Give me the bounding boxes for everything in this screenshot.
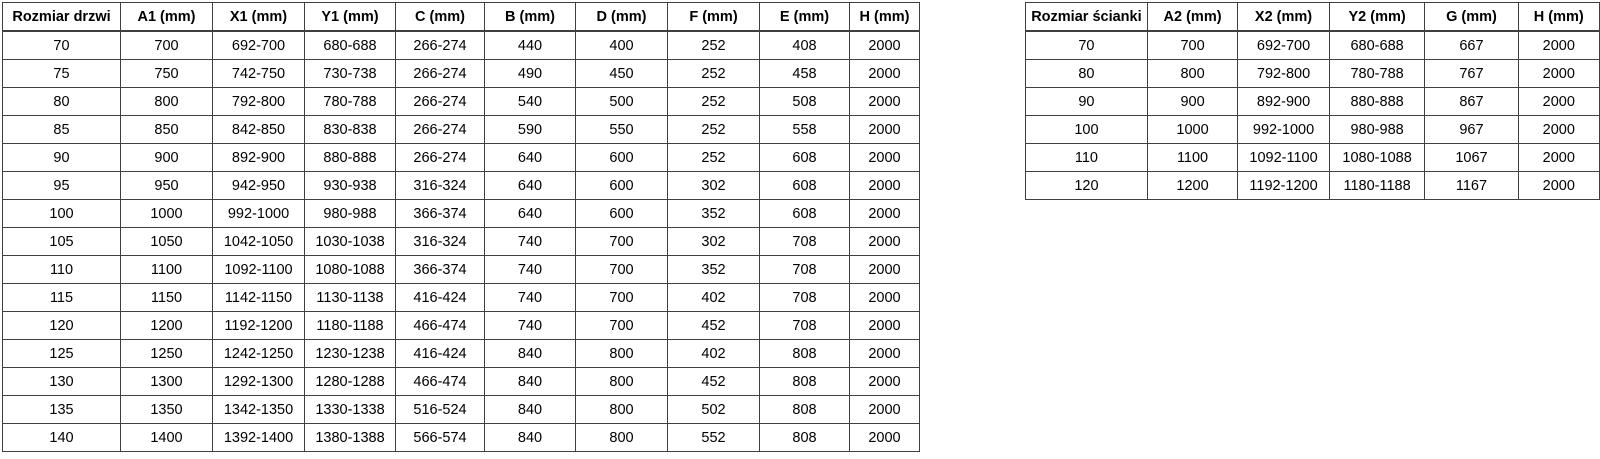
table-cell: 252 [668, 60, 760, 88]
table-cell: 1292-1300 [213, 368, 305, 396]
table-cell: 800 [121, 88, 213, 116]
table-cell: 266-274 [396, 31, 485, 60]
table-cell: 2000 [850, 340, 920, 368]
table-cell: 808 [760, 340, 850, 368]
table-cell: 90 [1026, 88, 1148, 116]
table-cell: 1092-1100 [213, 256, 305, 284]
table-cell: 1180-1188 [1329, 172, 1425, 200]
table-cell: 80 [3, 88, 121, 116]
table-cell: 1400 [121, 424, 213, 452]
table-cell: 700 [576, 256, 668, 284]
table-cell: 980-988 [1329, 116, 1425, 144]
table-cell: 992-1000 [213, 200, 305, 228]
table-cell: 800 [576, 340, 668, 368]
header-row [1026, 3, 1600, 32]
table-cell: 880-888 [305, 144, 396, 172]
table-cell: 830-838 [305, 116, 396, 144]
table-cell: 95 [3, 172, 121, 200]
table-cell: 1080-1088 [305, 256, 396, 284]
table-row [3, 144, 920, 172]
table-cell: 740 [485, 284, 576, 312]
table-cell: 2000 [850, 172, 920, 200]
table-cell: 1092-1100 [1238, 144, 1330, 172]
table-cell: 466-474 [396, 368, 485, 396]
column-header: F (mm) [668, 3, 760, 32]
table-row [1026, 88, 1600, 116]
table-cell: 800 [576, 368, 668, 396]
table-cell: 2000 [850, 256, 920, 284]
table-cell: 70 [1026, 31, 1148, 60]
table-cell: 1030-1038 [305, 228, 396, 256]
doors-dimensions-table [2, 2, 920, 452]
table-cell: 608 [760, 200, 850, 228]
table-cell: 1300 [121, 368, 213, 396]
table-row [3, 31, 920, 60]
table-cell: 266-274 [396, 116, 485, 144]
table-cell: 2000 [1518, 88, 1599, 116]
table-cell: 740 [485, 256, 576, 284]
table-cell: 767 [1425, 60, 1518, 88]
table-cell: 800 [1147, 60, 1237, 88]
table-cell: 2000 [850, 144, 920, 172]
table-row [1026, 31, 1600, 60]
table-cell: 2000 [1518, 60, 1599, 88]
table-cell: 1250 [121, 340, 213, 368]
table-cell: 608 [760, 144, 850, 172]
table-cell: 458 [760, 60, 850, 88]
table-cell: 302 [668, 228, 760, 256]
table-cell: 508 [760, 88, 850, 116]
table-cell: 700 [1147, 31, 1237, 60]
table-cell: 700 [576, 312, 668, 340]
table-cell: 1130-1138 [305, 284, 396, 312]
table-cell: 450 [576, 60, 668, 88]
table-cell: 316-324 [396, 228, 485, 256]
table-row [3, 284, 920, 312]
column-header: A2 (mm) [1147, 3, 1237, 32]
table-cell: 950 [121, 172, 213, 200]
table-cell: 110 [1026, 144, 1148, 172]
table-cell: 692-700 [213, 31, 305, 60]
table-cell: 366-374 [396, 200, 485, 228]
table-cell: 608 [760, 172, 850, 200]
table-cell: 1192-1200 [213, 312, 305, 340]
table-cell: 1192-1200 [1238, 172, 1330, 200]
table-cell: 2000 [1518, 172, 1599, 200]
table-row [3, 228, 920, 256]
table-cell: 740 [485, 312, 576, 340]
table-cell: 516-524 [396, 396, 485, 424]
table-cell: 700 [121, 31, 213, 60]
table-cell: 840 [485, 396, 576, 424]
table-row [1026, 144, 1600, 172]
table-cell: 85 [3, 116, 121, 144]
table-cell: 1350 [121, 396, 213, 424]
table-cell: 1200 [1147, 172, 1237, 200]
table-cell: 808 [760, 368, 850, 396]
table-cell: 780-788 [1329, 60, 1425, 88]
table-cell: 667 [1425, 31, 1518, 60]
table-cell: 1380-1388 [305, 424, 396, 452]
column-header: Rozmiar ścianki [1026, 3, 1148, 32]
table-cell: 1100 [1147, 144, 1237, 172]
table-cell: 640 [485, 172, 576, 200]
table-cell: 452 [668, 312, 760, 340]
table-cell: 75 [3, 60, 121, 88]
table-cell: 558 [760, 116, 850, 144]
table-cell: 80 [1026, 60, 1148, 88]
table-row [1026, 116, 1600, 144]
header-row [3, 3, 920, 32]
table-cell: 120 [3, 312, 121, 340]
table-cell: 792-800 [213, 88, 305, 116]
table-cell: 867 [1425, 88, 1518, 116]
table-cell: 2000 [1518, 144, 1599, 172]
table-cell: 140 [3, 424, 121, 452]
table-row [3, 172, 920, 200]
table-cell: 70 [3, 31, 121, 60]
table-cell: 490 [485, 60, 576, 88]
table-cell: 550 [576, 116, 668, 144]
table-cell: 808 [760, 396, 850, 424]
column-header: Y1 (mm) [305, 3, 396, 32]
table-cell: 1242-1250 [213, 340, 305, 368]
table-row [3, 256, 920, 284]
table-cell: 800 [576, 424, 668, 452]
table-cell: 900 [1147, 88, 1237, 116]
table-cell: 640 [485, 200, 576, 228]
table-cell: 252 [668, 88, 760, 116]
table-cell: 416-424 [396, 340, 485, 368]
table-cell: 2000 [850, 116, 920, 144]
table-cell: 708 [760, 228, 850, 256]
table-cell: 1080-1088 [1329, 144, 1425, 172]
table-cell: 1142-1150 [213, 284, 305, 312]
column-header: X1 (mm) [213, 3, 305, 32]
table-cell: 2000 [850, 31, 920, 60]
table-cell: 2000 [850, 396, 920, 424]
table-cell: 302 [668, 172, 760, 200]
table-cell: 2000 [850, 228, 920, 256]
table-cell: 742-750 [213, 60, 305, 88]
table-cell: 680-688 [305, 31, 396, 60]
column-header: C (mm) [396, 3, 485, 32]
table-cell: 850 [121, 116, 213, 144]
table-cell: 502 [668, 396, 760, 424]
table-cell: 700 [576, 284, 668, 312]
column-header: Rozmiar drzwi [3, 3, 121, 32]
table-cell: 105 [3, 228, 121, 256]
table-cell: 792-800 [1238, 60, 1330, 88]
table-cell: 780-788 [305, 88, 396, 116]
column-header: B (mm) [485, 3, 576, 32]
table-cell: 1000 [1147, 116, 1237, 144]
table-cell: 1042-1050 [213, 228, 305, 256]
table-cell: 2000 [850, 368, 920, 396]
table-cell: 840 [485, 340, 576, 368]
table-cell: 2000 [850, 284, 920, 312]
table-cell: 1392-1400 [213, 424, 305, 452]
table-cell: 880-888 [1329, 88, 1425, 116]
table-cell: 402 [668, 340, 760, 368]
column-header: H (mm) [850, 3, 920, 32]
table-cell: 352 [668, 200, 760, 228]
table-row [3, 340, 920, 368]
table-cell: 552 [668, 424, 760, 452]
table-cell: 125 [3, 340, 121, 368]
table-cell: 692-700 [1238, 31, 1330, 60]
table-cell: 1330-1338 [305, 396, 396, 424]
table-cell: 800 [576, 396, 668, 424]
table-cell: 1067 [1425, 144, 1518, 172]
table-cell: 808 [760, 424, 850, 452]
table-cell: 600 [576, 200, 668, 228]
column-header: G (mm) [1425, 3, 1518, 32]
table-cell: 942-950 [213, 172, 305, 200]
table-cell: 842-850 [213, 116, 305, 144]
table-row [1026, 60, 1600, 88]
table-cell: 2000 [850, 60, 920, 88]
table-cell: 1200 [121, 312, 213, 340]
table-cell: 352 [668, 256, 760, 284]
table-cell: 252 [668, 31, 760, 60]
table-cell: 992-1000 [1238, 116, 1330, 144]
table-cell: 440 [485, 31, 576, 60]
table-cell: 1100 [121, 256, 213, 284]
table-cell: 266-274 [396, 144, 485, 172]
table-row [3, 116, 920, 144]
table-cell: 316-324 [396, 172, 485, 200]
table-cell: 1280-1288 [305, 368, 396, 396]
table-cell: 266-274 [396, 60, 485, 88]
table-cell: 730-738 [305, 60, 396, 88]
table-cell: 1180-1188 [305, 312, 396, 340]
table-cell: 840 [485, 424, 576, 452]
table-row [3, 368, 920, 396]
table-cell: 892-900 [1238, 88, 1330, 116]
table-cell: 2000 [1518, 116, 1599, 144]
table-cell: 840 [485, 368, 576, 396]
table-cell: 930-938 [305, 172, 396, 200]
table-cell: 892-900 [213, 144, 305, 172]
table-cell: 130 [3, 368, 121, 396]
table-cell: 700 [576, 228, 668, 256]
table-cell: 408 [760, 31, 850, 60]
table-cell: 2000 [850, 424, 920, 452]
table-cell: 708 [760, 284, 850, 312]
table-cell: 266-274 [396, 88, 485, 116]
column-header: Y2 (mm) [1329, 3, 1425, 32]
table-cell: 135 [3, 396, 121, 424]
table-cell: 1167 [1425, 172, 1518, 200]
table-cell: 1342-1350 [213, 396, 305, 424]
table-cell: 1150 [121, 284, 213, 312]
table-cell: 566-574 [396, 424, 485, 452]
table-cell: 115 [3, 284, 121, 312]
table-cell: 402 [668, 284, 760, 312]
table-cell: 416-424 [396, 284, 485, 312]
table-cell: 120 [1026, 172, 1148, 200]
table-cell: 252 [668, 116, 760, 144]
table-cell: 2000 [850, 200, 920, 228]
table-cell: 400 [576, 31, 668, 60]
column-header: H (mm) [1518, 3, 1599, 32]
table-cell: 540 [485, 88, 576, 116]
table-row [3, 396, 920, 424]
table-cell: 1000 [121, 200, 213, 228]
table-cell: 600 [576, 172, 668, 200]
table-cell: 500 [576, 88, 668, 116]
table-cell: 252 [668, 144, 760, 172]
table-cell: 1050 [121, 228, 213, 256]
table-cell: 640 [485, 144, 576, 172]
table-cell: 590 [485, 116, 576, 144]
table-row [1026, 172, 1600, 200]
table-cell: 980-988 [305, 200, 396, 228]
table-cell: 680-688 [1329, 31, 1425, 60]
table-cell: 100 [3, 200, 121, 228]
table-cell: 110 [3, 256, 121, 284]
table-cell: 900 [121, 144, 213, 172]
table-cell: 708 [760, 312, 850, 340]
table-cell: 2000 [1518, 31, 1599, 60]
table-cell: 2000 [850, 312, 920, 340]
table-cell: 2000 [850, 88, 920, 116]
table-cell: 967 [1425, 116, 1518, 144]
table-cell: 1230-1238 [305, 340, 396, 368]
table-cell: 90 [3, 144, 121, 172]
column-header: X2 (mm) [1238, 3, 1330, 32]
table-cell: 740 [485, 228, 576, 256]
table-row [3, 88, 920, 116]
table-cell: 100 [1026, 116, 1148, 144]
wall-panel-dimensions-table [1025, 2, 1600, 200]
column-header: E (mm) [760, 3, 850, 32]
table-cell: 708 [760, 256, 850, 284]
table-row [3, 424, 920, 452]
table-cell: 750 [121, 60, 213, 88]
table-row [3, 200, 920, 228]
table-cell: 452 [668, 368, 760, 396]
table-cell: 600 [576, 144, 668, 172]
table-row [3, 312, 920, 340]
column-header: A1 (mm) [121, 3, 213, 32]
table-cell: 466-474 [396, 312, 485, 340]
table-row [3, 60, 920, 88]
table-cell: 366-374 [396, 256, 485, 284]
column-header: D (mm) [576, 3, 668, 32]
